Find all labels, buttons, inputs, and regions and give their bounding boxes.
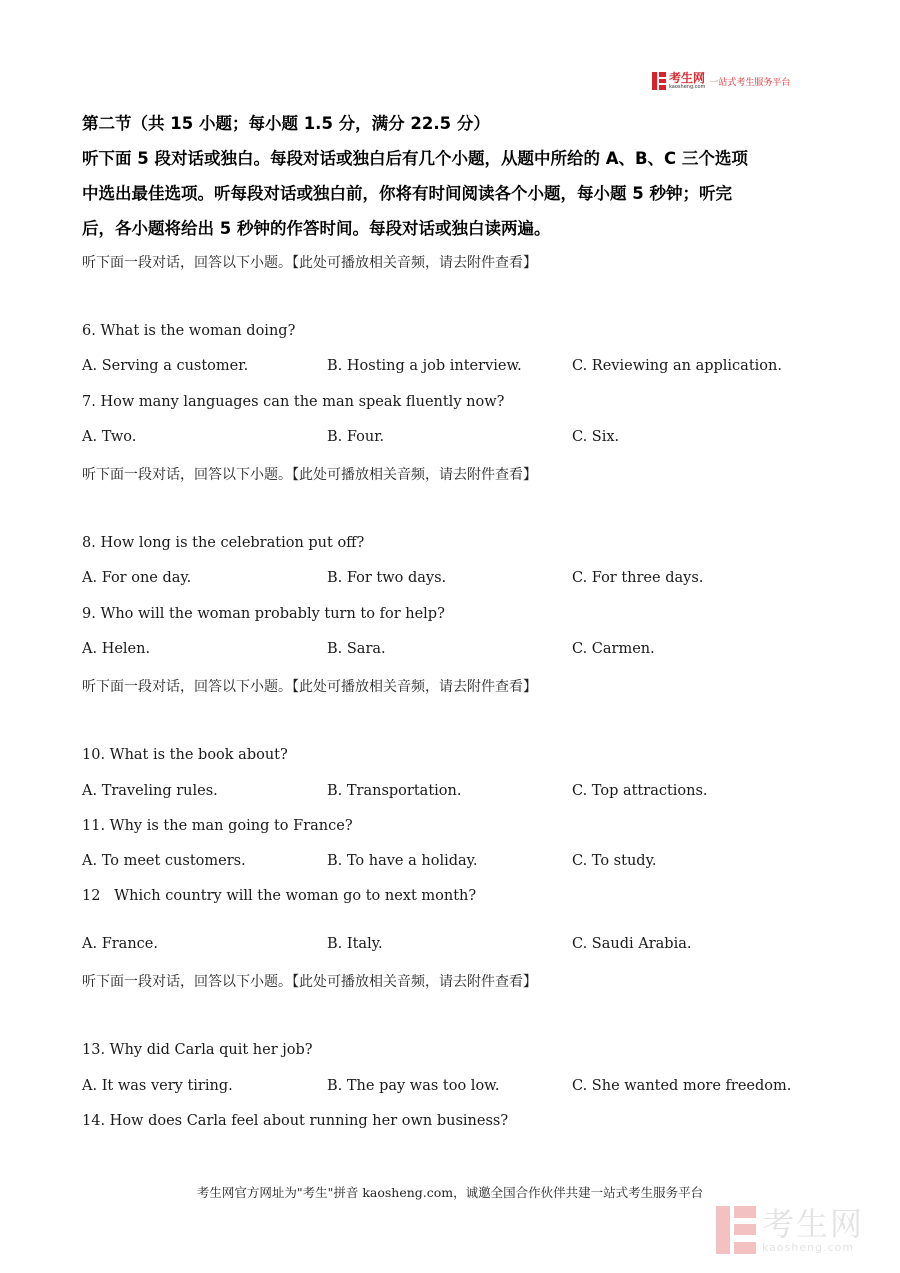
question-14: 14. How does Carla feel about running her own business? — [82, 1113, 509, 1129]
question-6-option-a: A. Serving a customer. — [82, 358, 249, 374]
audio-note: 听下面一段对话，回答以下小题。【此处可播放相关音频，请去附件查看】 — [82, 679, 537, 695]
section-title: 第二节（共 15 小题；每小题 1.5 分，满分 22.5 分） — [82, 114, 490, 133]
question-8-option-b: B. For two days. — [327, 570, 447, 586]
question-11-option-c: C. To study. — [572, 853, 657, 869]
question-7-option-b: B. Four. — [327, 429, 385, 445]
logo-brand-text: 考生网 — [669, 71, 706, 85]
question-6-option-b: B. Hosting a job interview. — [327, 358, 522, 374]
question-10-option-a: A. Traveling rules. — [82, 783, 218, 799]
question-8-option-c: C. For three days. — [572, 570, 704, 586]
question-6-option-c: C. Reviewing an application. — [572, 358, 782, 374]
audio-note: 听下面一段对话，回答以下小题。【此处可播放相关音频，请去附件查看】 — [82, 974, 537, 990]
header-logo — [652, 72, 790, 90]
question-12-option-a: A. France. — [82, 936, 158, 952]
question-13-option-c: C. She wanted more freedom. — [572, 1078, 792, 1094]
question-9-option-a: A. Helen. — [82, 641, 151, 657]
kaosheng-watermark-icon — [716, 1206, 756, 1254]
audio-note: 听下面一段对话，回答以下小题。【此处可播放相关音频，请去附件查看】 — [82, 467, 537, 483]
question-10-option-c: C. Top attractions. — [572, 783, 708, 799]
question-7: 7. How many languages can the man speak fluently now? — [82, 394, 505, 410]
instruction-line-3: 后，各小题将给出 5 秒钟的作答时间。每段对话或独白读两遍。 — [82, 219, 551, 238]
question-9: 9. Who will the woman probably turn to for help? — [82, 606, 445, 622]
watermark-brand-text: 考生网 — [762, 1204, 865, 1243]
watermark — [716, 1206, 864, 1254]
question-13-option-a: A. It was very tiring. — [82, 1078, 233, 1094]
logo-url-text: kaosheng.com — [669, 84, 706, 90]
question-10-option-b: B. Transportation. — [327, 783, 462, 799]
audio-note: 听下面一段对话，回答以下小题。【此处可播放相关音频，请去附件查看】 — [82, 255, 537, 271]
question-13-option-b: B. The pay was too low. — [327, 1078, 500, 1094]
question-8-option-a: A. For one day. — [82, 570, 192, 586]
question-7-option-c: C. Six. — [572, 429, 620, 445]
question-7-option-a: A. Two. — [82, 429, 137, 445]
question-9-option-b: B. Sara. — [327, 641, 386, 657]
question-9-option-c: C. Carmen. — [572, 641, 655, 657]
header-slogan: 一站式考生服务平台 — [709, 77, 791, 88]
question-13: 13. Why did Carla quit her job? — [82, 1042, 313, 1058]
question-11: 11. Why is the man going to France? — [82, 818, 353, 834]
question-10: 10. What is the book about? — [82, 747, 288, 763]
question-12: 12 Which country will the woman go to next month? — [82, 888, 477, 904]
question-12-option-c: C. Saudi Arabia. — [572, 936, 692, 952]
kaosheng-logo-icon — [652, 72, 666, 90]
question-11-option-b: B. To have a holiday. — [327, 853, 478, 869]
instruction-line-1: 听下面 5 段对话或独白。每段对话或独白后有几个小题，从题中所给的 A、B、C 三个选项 — [82, 149, 748, 168]
instruction-line-2: 中选出最佳选项。听每段对话或独白前，你将有时间阅读各个小题，每小题 5 秒钟；听完 — [82, 184, 732, 203]
question-6: 6. What is the woman doing? — [82, 323, 296, 339]
watermark-url-text: kaosheng.com — [762, 1240, 855, 1254]
footer-text: 考生网官方网址为"考生"拼音 kaosheng.com，诚邀全国合作伙伴共建一站式考生服务平台 — [196, 1185, 704, 1200]
question-12-option-b: B. Italy. — [327, 936, 383, 952]
question-11-option-a: A. To meet customers. — [82, 853, 246, 869]
question-8: 8. How long is the celebration put off? — [82, 535, 365, 551]
